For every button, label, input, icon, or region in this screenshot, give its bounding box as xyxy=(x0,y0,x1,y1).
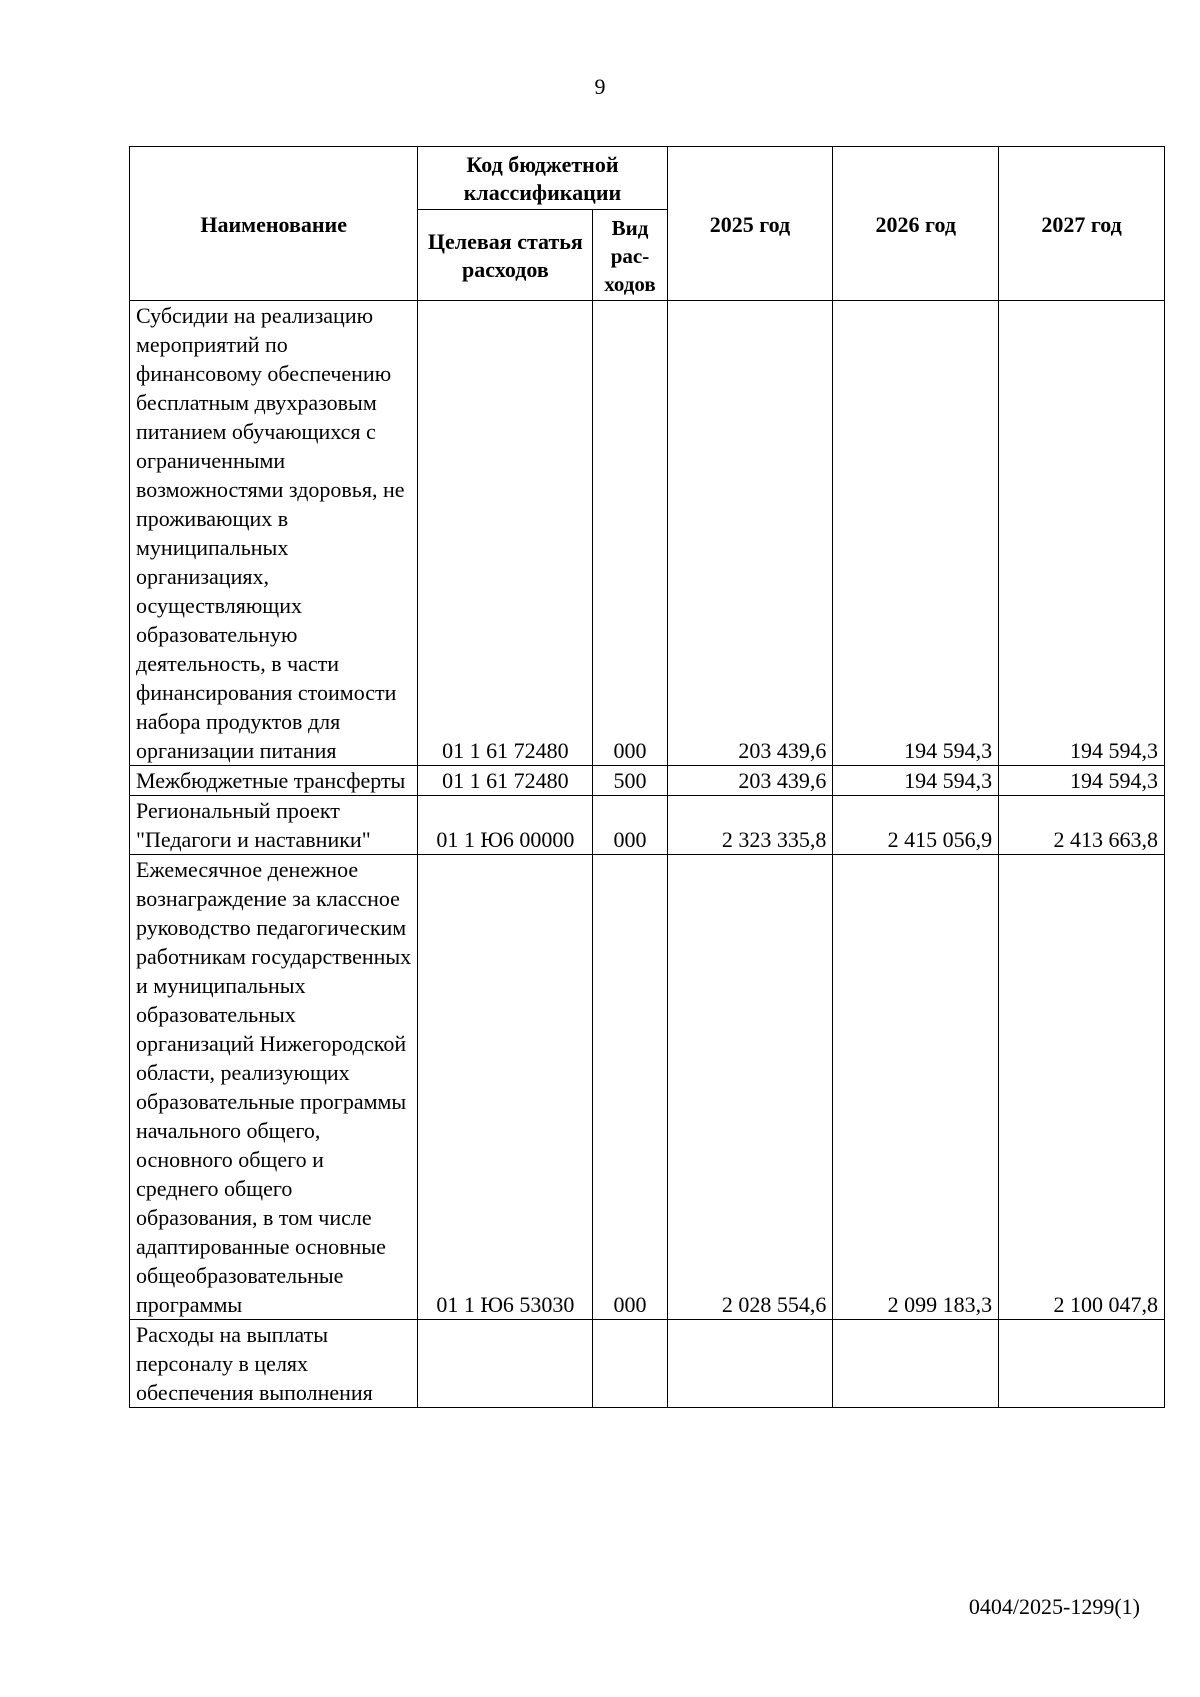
row-2025 xyxy=(667,1320,833,1408)
row-2027: 2 100 047,8 xyxy=(999,855,1165,1320)
row-name: Региональный проект "Педагоги и наставники" xyxy=(130,796,418,855)
row-2026: 194 594,3 xyxy=(833,301,999,766)
row-target-article: 01 1 Ю6 00000 xyxy=(418,796,593,855)
row-target-article xyxy=(418,1320,593,1408)
row-2027 xyxy=(999,1320,1165,1408)
budget-table xyxy=(129,146,1165,1408)
row-2025: 2 323 335,8 xyxy=(667,796,833,855)
row-2027: 2 413 663,8 xyxy=(999,796,1165,855)
row-expense-type: 500 xyxy=(593,766,667,796)
header-target-article: Целевая статья расходов xyxy=(418,210,593,301)
table-header-row xyxy=(130,147,1165,210)
row-name: Расходы на выплаты персоналу в целях обеспечения выполнения xyxy=(130,1320,418,1408)
header-2025: 2025 год xyxy=(667,147,833,301)
header-budget-code: Код бюджетной классификации xyxy=(418,147,667,210)
row-expense-type: 000 xyxy=(593,796,667,855)
row-2027: 194 594,3 xyxy=(999,301,1165,766)
row-2026: 2 099 183,3 xyxy=(833,855,999,1320)
row-target-article: 01 1 61 72480 xyxy=(418,301,593,766)
table-row xyxy=(130,301,1165,766)
row-expense-type: 000 xyxy=(593,301,667,766)
row-2026: 2 415 056,9 xyxy=(833,796,999,855)
table-row xyxy=(130,796,1165,855)
row-name: Ежемесячное денежное вознаграждение за классное руководство педагогическим работникам государственных и муниципальных образовательных организаций Нижегородской области, реализующих образовательные программы начального общего, основного общего и среднего общего образования, в том числе адаптированные основные общеобразовательные программы xyxy=(130,855,418,1320)
page-number: 9 xyxy=(594,74,606,99)
header-2027: 2027 год xyxy=(999,147,1165,301)
row-2026 xyxy=(833,1320,999,1408)
row-2027: 194 594,3 xyxy=(999,766,1165,796)
row-name: Межбюджетные трансферты xyxy=(130,766,418,796)
row-target-article: 01 1 Ю6 53030 xyxy=(418,855,593,1320)
row-name: Субсидии на реализацию мероприятий по финансовому обеспечению бесплатным двухразовым питанием обучающихся с ограниченными возможностями здоровья, не проживающих в муниципальных организациях, осуществляющих образовательную деятельность, в части финансирования стоимости набора продуктов для организации питания xyxy=(130,301,418,766)
row-2025: 2 028 554,6 xyxy=(667,855,833,1320)
row-expense-type: 000 xyxy=(593,855,667,1320)
row-expense-type xyxy=(593,1320,667,1408)
row-2026: 194 594,3 xyxy=(833,766,999,796)
row-2025: 203 439,6 xyxy=(667,301,833,766)
header-2026: 2026 год xyxy=(833,147,999,301)
header-name: Наименование xyxy=(130,147,418,301)
table-row xyxy=(130,1320,1165,1408)
document-number: 0404/2025-1299(1) xyxy=(968,1594,1140,1619)
table-row xyxy=(130,766,1165,796)
row-2025: 203 439,6 xyxy=(667,766,833,796)
row-target-article: 01 1 61 72480 xyxy=(418,766,593,796)
header-expense-type: Вид рас-ходов xyxy=(593,210,667,301)
table-row xyxy=(130,855,1165,1320)
